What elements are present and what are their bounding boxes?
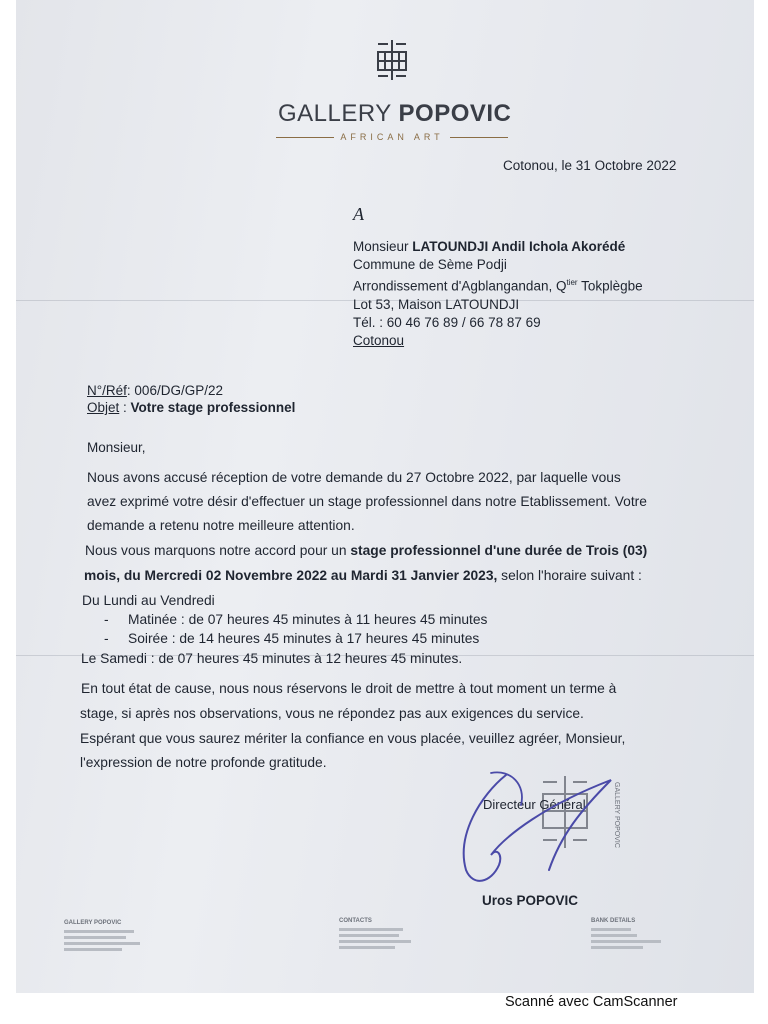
letter-page: [16, 0, 754, 993]
letter-date: Cotonou, le 31 Octobre 2022: [503, 158, 677, 173]
recipient-arrondissement: Arrondissement d'Agblangandan, $Q^{tier}$ Tokplègbe: [353, 278, 643, 294]
reference-object: Objet : Votre stage professionnel: [87, 400, 296, 415]
footer-contacts: CONTACTS: [339, 918, 411, 949]
body-line: demande a retenu notre meilleure attention.: [87, 518, 355, 533]
salutation: Monsieur,: [87, 440, 146, 455]
body-line: stage, si après nos observations, vous ne répondez pas aux exigences du service.: [80, 706, 584, 721]
signatory-title: Directeur Général: [483, 797, 586, 812]
schedule-header: Du Lundi au Vendredi: [82, 593, 215, 608]
scanner-caption: Scanné avec CamScanner: [505, 994, 678, 1010]
body-line: l'expression de notre profonde gratitude.: [80, 755, 327, 770]
footer-bank-details: BANK DETAILS: [591, 918, 661, 949]
reference-number: N°/Réf: 006/DG/GP/22: [87, 383, 223, 398]
stamp-text: GALLERY POPOVIC: [613, 782, 620, 848]
body-line: En tout état de cause, nous nous réservons le droit de mettre à tout moment un terme à: [81, 681, 617, 696]
signatory-name: Uros POPOVIC: [482, 893, 579, 908]
body-line: avez exprimé votre désir d'effectuer un stage professionnel dans notre Etablissement. Votre: [87, 494, 647, 509]
recipient-lot: Lot 53, Maison LATOUNDJI: [353, 296, 520, 312]
body-line: mois, du Mercredi 02 Novembre 2022 au Mardi 31 Janvier 2023, selon l'horaire suivant :: [84, 568, 642, 583]
footer-company: GALLERY POPOVIC: [64, 920, 140, 951]
recipient-address-block: [353, 238, 643, 350]
body-line: Nous vous marquons notre accord pour un stage professionnel d'une durée de Trois (03): [85, 543, 648, 558]
body-line: Nous avons accusé réception de votre demande du 27 Octobre 2022, par laquelle vous: [87, 470, 621, 485]
reference-block: [87, 382, 295, 416]
recipient-city: Cotonou: [353, 332, 405, 348]
body-line: Espérant que vous saurez mériter la confiance en vous placée, veuillez agréer, Monsieur,: [80, 731, 626, 746]
letter-footer: [56, 915, 716, 965]
handwritten-signature-icon: [451, 765, 631, 890]
recipient-phone: Tél. : 60 46 76 89 / 66 78 87 69: [353, 314, 541, 330]
recipient-commune: Commune de Sème Podji: [353, 257, 507, 272]
schedule-soiree: - Soirée : de 14 heures 45 minutes à 17 heures 45 minutes: [104, 631, 480, 646]
schedule-matinee: - Matinée : de 07 heures 45 minutes à 11 heures 45 minutes: [104, 612, 488, 627]
recipient-name: Monsieur LATOUNDJI Andil Ichola Akorédé: [353, 239, 626, 254]
gallery-logo-monogram-icon: [372, 38, 412, 82]
gallery-logo-tagline: AFRICAN ART: [276, 130, 508, 144]
recipient-prefix: A: [353, 204, 364, 224]
schedule-samedi: Le Samedi : de 07 heures 45 minutes à 12 heures 45 minutes.: [81, 651, 463, 666]
gallery-logo-name: GALLERY POPOVIC: [278, 100, 512, 127]
